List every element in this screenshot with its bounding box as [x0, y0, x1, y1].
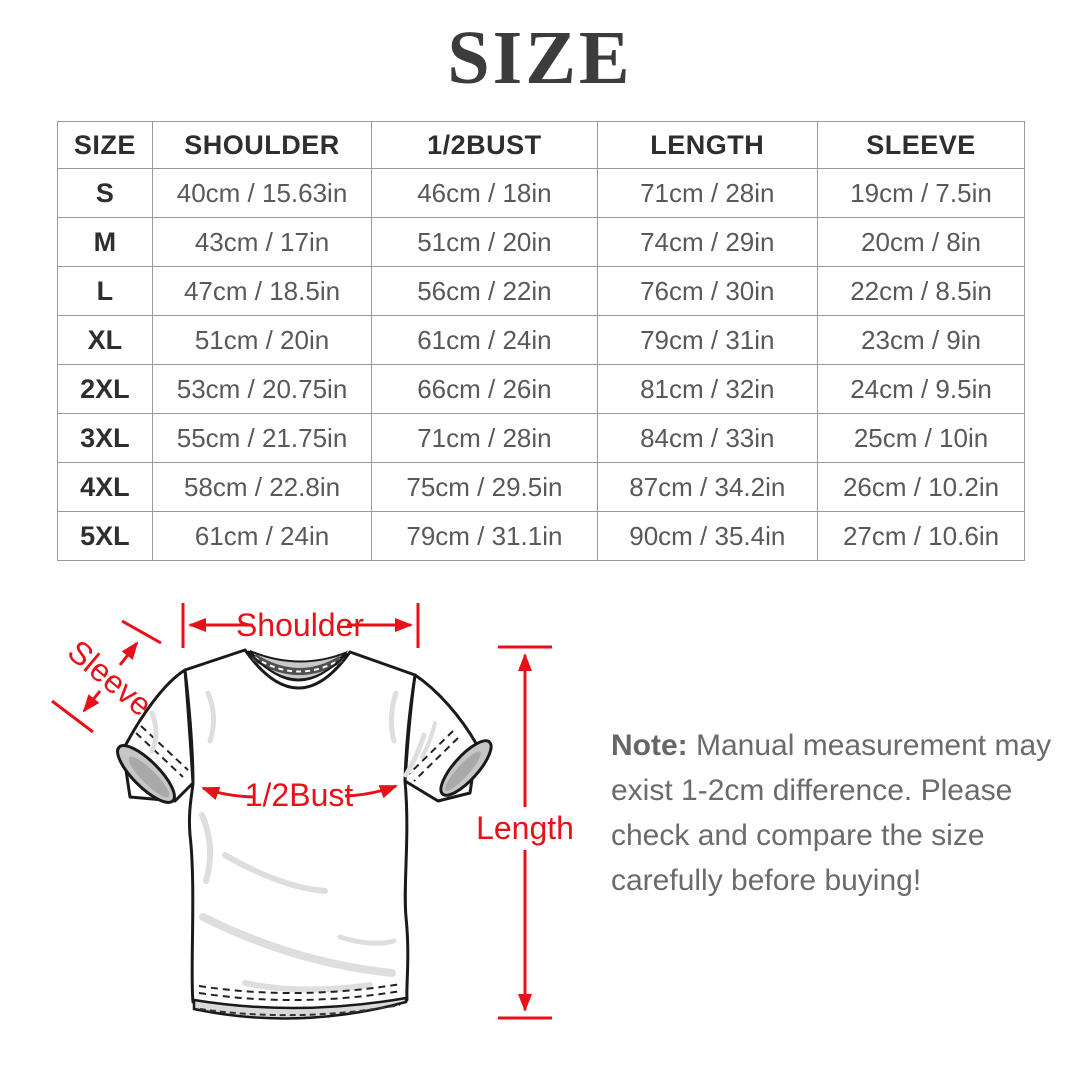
measurement-cell: 19cm / 7.5in — [818, 169, 1025, 218]
measurement-cell: 76cm / 30in — [597, 267, 817, 316]
table-row — [58, 169, 1025, 218]
measurement-cell: 20cm / 8in — [818, 218, 1025, 267]
measurement-cell: 26cm / 10.2in — [818, 463, 1025, 512]
size-table — [57, 121, 1025, 561]
table-row — [58, 218, 1025, 267]
size-cell: M — [58, 218, 153, 267]
tshirt-illustration — [110, 650, 498, 1018]
note-line: check and compare the size — [611, 819, 985, 852]
measurement-cell: 61cm / 24in — [152, 512, 372, 561]
length-label: Length — [476, 810, 574, 846]
column-header-bust: 1/2BUST — [372, 122, 597, 169]
measurement-cell: 51cm / 20in — [372, 218, 597, 267]
column-header-length: LENGTH — [597, 122, 817, 169]
size-cell: S — [58, 169, 153, 218]
measurement-cell: 74cm / 29in — [597, 218, 817, 267]
size-cell: 2XL — [58, 365, 153, 414]
measurement-cell: 79cm / 31in — [597, 316, 817, 365]
tshirt-measurement-diagram — [40, 585, 600, 1055]
measurement-cell: 27cm / 10.6in — [818, 512, 1025, 561]
measurement-cell: 56cm / 22in — [372, 267, 597, 316]
measurement-cell: 58cm / 22.8in — [152, 463, 372, 512]
measurement-cell: 66cm / 26in — [372, 365, 597, 414]
measurement-cell: 25cm / 10in — [818, 414, 1025, 463]
size-cell: 5XL — [58, 512, 153, 561]
table-row — [58, 316, 1025, 365]
column-header-size: SIZE — [58, 122, 153, 169]
note-line: Note: Manual measurement may — [611, 729, 1052, 762]
table-row — [58, 463, 1025, 512]
measurement-cell: 24cm / 9.5in — [818, 365, 1025, 414]
measurement-cell: 75cm / 29.5in — [372, 463, 597, 512]
sleeve-label: Sleeve — [60, 632, 160, 724]
measurement-cell: 43cm / 17in — [152, 218, 372, 267]
measurement-cell: 46cm / 18in — [372, 169, 597, 218]
measurement-cell: 40cm / 15.63in — [152, 169, 372, 218]
size-cell: XL — [58, 316, 153, 365]
measurement-cell: 51cm / 20in — [152, 316, 372, 365]
measurement-cell: 87cm / 34.2in — [597, 463, 817, 512]
column-header-shoulder: SHOULDER — [152, 122, 372, 169]
table-header-row — [58, 122, 1025, 169]
measurement-cell: 71cm / 28in — [597, 169, 817, 218]
note-text — [611, 723, 1052, 903]
note-line: exist 1-2cm difference. Please — [611, 774, 1013, 807]
measurement-cell: 71cm / 28in — [372, 414, 597, 463]
measurement-cell: 53cm / 20.75in — [152, 365, 372, 414]
measurement-cell: 55cm / 21.75in — [152, 414, 372, 463]
measurement-cell: 79cm / 31.1in — [372, 512, 597, 561]
bust-label: 1/2Bust — [244, 777, 354, 813]
measurement-cell: 61cm / 24in — [372, 316, 597, 365]
table-row — [58, 365, 1025, 414]
column-header-sleeve: SLEEVE — [818, 122, 1025, 169]
measurement-cell: 23cm / 9in — [818, 316, 1025, 365]
size-cell: L — [58, 267, 153, 316]
table-row — [58, 414, 1025, 463]
shoulder-label: Shoulder — [235, 607, 365, 643]
measurement-cell: 90cm / 35.4in — [597, 512, 817, 561]
note-line: carefully before buying! — [611, 864, 922, 897]
measurement-cell: 84cm / 33in — [597, 414, 817, 463]
size-cell: 4XL — [58, 463, 153, 512]
note-label: Note: — [611, 729, 688, 762]
measurement-cell: 47cm / 18.5in — [152, 267, 372, 316]
table-row — [58, 512, 1025, 561]
page-title: SIZE — [447, 16, 633, 100]
table-row — [58, 267, 1025, 316]
size-cell: 3XL — [58, 414, 153, 463]
measurement-cell: 81cm / 32in — [597, 365, 817, 414]
measurement-cell: 22cm / 8.5in — [818, 267, 1025, 316]
